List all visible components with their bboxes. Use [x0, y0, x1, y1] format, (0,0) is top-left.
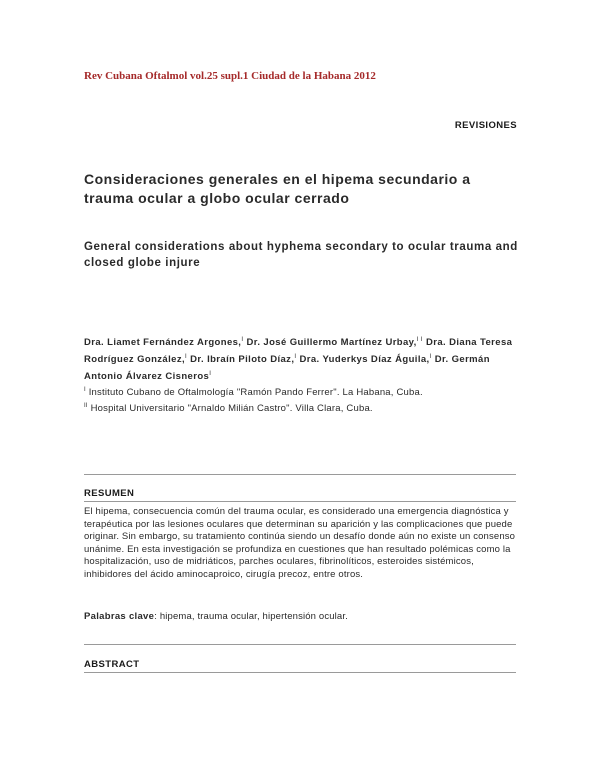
article-title-english: General considerations about hyphema secondary to ocular trauma and closed globe injure: [84, 241, 518, 269]
author: Dr. José Guillermo Martínez Urbay,$^{I I}$: [246, 337, 423, 349]
resumen-heading: RESUMEN: [84, 488, 135, 499]
author: Dra. Liamet Fernández Argones,$^I$: [84, 337, 244, 349]
divider: [84, 672, 516, 673]
keywords: [84, 611, 518, 624]
journal-citation[interactable]: Rev Cubana Oftalmol vol.25 supl.1 Ciudad de la Habana 2012: [84, 70, 376, 82]
affiliation: $^{II}$ Hospital Universitario "Arnaldo Milián Castro". Villa Clara, Cuba.: [84, 403, 373, 415]
keywords-list: : hipema, trauma ocular, hipertensión ocular.: [154, 611, 348, 622]
author: Dra. Yuderkys Díaz Águila,$^I$: [299, 354, 432, 366]
author: Dra. Diana Teresa Rodríguez González,$^I$: [84, 337, 513, 366]
author: Dr. Germán Antonio Álvarez Cisneros$^I$: [84, 354, 490, 383]
affiliation: $^I$ Instituto Cubano de Oftalmología "Ramón Pando Ferrer". La Habana, Cuba.: [84, 387, 423, 399]
resumen-body: El hipema, consecuencia común del trauma ocular, es considerado una emergencia diagnóstica y terapéutica por las lesiones oculares que determinan su aparición y las complicaciones que puede originar. Sin embargo, su tratamiento continúa siendo un desafío donde aún no existe un consenso unánime. En esta investigación se profundiza en cuestiones que han resultado polémicas como la hospitalización, uso de midriáticos, parches oculares, fibrinolíticos, esteroides sistémicos, inhibidores del ácido aminocaproico, cirugía precoz, entre otros.: [84, 506, 516, 580]
divider: [84, 644, 516, 645]
article-title-spanish: Consideraciones generales en el hipema secundario a trauma ocular a globo ocular cerrado: [84, 171, 471, 206]
divider: [84, 501, 516, 502]
keywords-label: Palabras clave: [84, 611, 155, 622]
abstract-heading: ABSTRACT: [84, 659, 140, 670]
divider: [84, 474, 516, 475]
author: Dr. Ibraín Piloto Díaz,$^I$: [190, 354, 297, 366]
author-list: [84, 333, 524, 384]
section-label: REVISIONES: [454, 120, 517, 131]
